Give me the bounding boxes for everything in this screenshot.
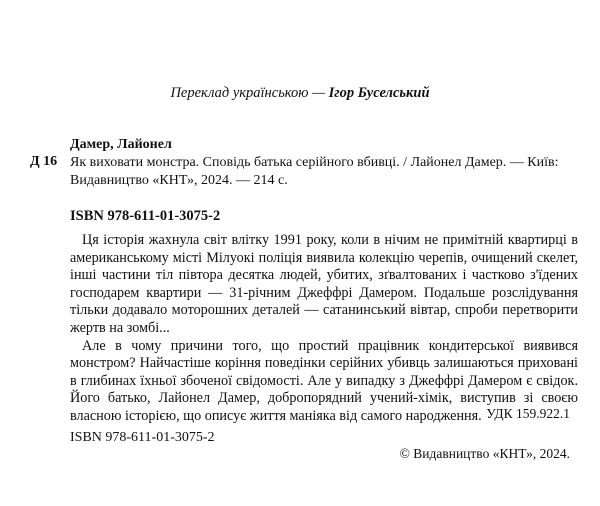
translator-name: Ігор Буселський [328, 85, 430, 101]
footer-isbn: ISBN 978-611-01-3075-2 [70, 430, 215, 445]
translation-label: Переклад українською — [170, 85, 329, 101]
catalog-entry-line1: Як виховати монстра. Сповідь батька серійного вбивці. / Лайонел Дамер. — Київ: [70, 155, 559, 170]
copyright-notice: © Видавництво «КНТ», 2024. [399, 446, 570, 461]
annotation [70, 232, 578, 426]
catalog-isbn: ISBN 978-611-01-3075-2 [70, 208, 221, 224]
translation-credit [0, 85, 600, 102]
catalog-entry [70, 154, 559, 190]
catalog-author: Дамер, Лайонел [70, 137, 172, 152]
udk-code: УДК 159.922.1 [486, 406, 570, 421]
catalog-code: Д 16 [30, 154, 58, 169]
annotation-paragraph-1: Ця історія жахнула світ влітку 1991 року, коли в нічим не примітній квартирці в американському місті Мілуокі поліція виявила колекцію черепів, очищений скелет, інші частини тіл півтора десятка людей, убитих, зґвалтованих і частково з'їдених господарем квартири — 31-річним Джеффрі Дамером. Подальше розслідування тільки додавало моторошних деталей — сатанинський вівтар, спроби перетворити жертв на зомбі... [70, 232, 578, 336]
catalog-entry-line2: Видавництво «КНТ», 2024. — 214 с. [70, 173, 288, 188]
annotation-paragraph-2: Але в чому причини того, що простий працівник кондитерської виявився монстром? Найчастіше коріння поведінки серійних убивць залишаються приховані в глибинах їхньої збоченої свідомості. Але у випадку з Джеффрі Дамером є свідок. Його батько, Лайонел Дамер, добропорядний учений-хімік, виступив зі своєю власною історією, що описує життя маніяка від самого народження. [70, 337, 578, 424]
